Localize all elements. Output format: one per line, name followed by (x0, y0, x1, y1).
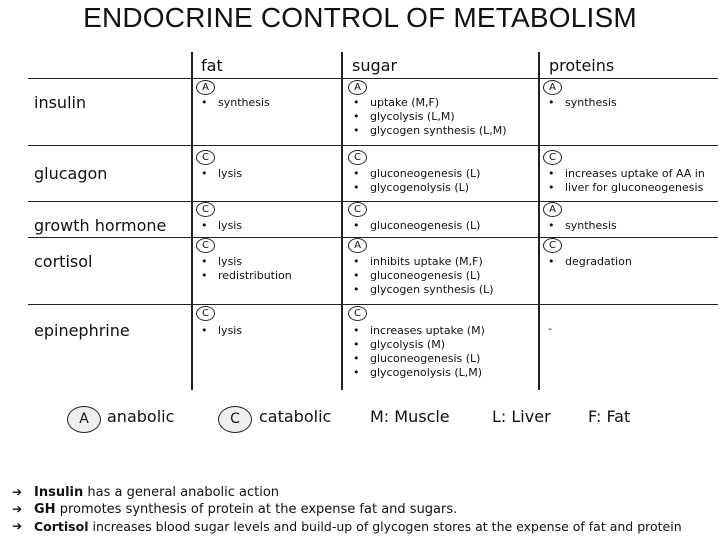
cell-cortisol-fat (196, 255, 292, 283)
column-divider (191, 52, 193, 390)
note-item (12, 518, 682, 535)
list-item: • gluconeogenesis (L) (348, 352, 485, 366)
cell-glucagon-proteins (543, 167, 705, 195)
anabolic-badge: A (543, 80, 562, 95)
list-item: • lysis (196, 255, 292, 269)
list-item: • inhibits uptake (M,F) (348, 255, 494, 269)
row-label-cortisol: cortisol (34, 252, 93, 271)
note-item (12, 501, 682, 518)
list-item: • degradation (543, 255, 632, 269)
cell-insulin-sugar (348, 96, 507, 138)
cell-growth-hormone-proteins (543, 219, 617, 233)
list-item: • lysis (196, 324, 242, 338)
header-divider (28, 78, 718, 79)
page-title: ENDOCRINE CONTROL OF METABOLISM (83, 2, 637, 33)
cell-insulin-fat (196, 96, 270, 110)
row-label-growth-hormone: growth hormone (34, 216, 167, 235)
list-item: • increases uptake (M) (348, 324, 485, 338)
arrow-bullet-icon: ➔ (12, 502, 23, 516)
note-subject: Cortisol (34, 519, 89, 534)
catabolic-badge: C (543, 238, 562, 253)
arrow-bullet-icon: ➔ (12, 485, 23, 499)
column-divider (341, 52, 343, 390)
legend-anabolic-label: anabolic (107, 407, 175, 426)
list-item: • glycogenolysis (L,M) (348, 366, 485, 380)
catabolic-badge: C (196, 150, 215, 165)
list-item: • glycogenolysis (L) (348, 181, 480, 195)
list-item: • uptake (M,F) (348, 96, 507, 110)
note-subject: Insulin (34, 485, 84, 500)
note-item (12, 484, 682, 501)
legend-fat: F: Fat (588, 407, 631, 426)
arrow-bullet-icon: ➔ (12, 519, 23, 533)
cell-growth-hormone-sugar (348, 219, 480, 233)
list-item: • synthesis (543, 219, 617, 233)
anabolic-badge: A (196, 80, 215, 95)
list-item: • gluconeogenesis (L) (348, 219, 480, 233)
list-item: • increases uptake of AA in (543, 167, 705, 181)
catabolic-badge: C (348, 306, 367, 321)
cell-epinephrine-proteins: - (548, 322, 552, 335)
row-divider (28, 145, 718, 146)
row-label-epinephrine: epinephrine (34, 321, 130, 340)
list-item: • glycogen synthesis (L) (348, 283, 494, 297)
catabolic-badge: C (348, 202, 367, 217)
legend-catabolic-badge: C (218, 406, 252, 433)
list-item: • lysis (196, 167, 242, 181)
list-item: • lysis (196, 219, 242, 233)
cell-growth-hormone-fat (196, 219, 242, 233)
cell-cortisol-sugar (348, 255, 494, 297)
legend-muscle: M: Muscle (370, 407, 450, 426)
list-item: • gluconeogenesis (L) (348, 167, 480, 181)
cell-cortisol-proteins (543, 255, 632, 269)
legend-catabolic-label: catabolic (259, 407, 332, 426)
list-item: • glycogen synthesis (L,M) (348, 124, 507, 138)
anabolic-badge: A (348, 238, 367, 253)
row-label-glucagon: glucagon (34, 164, 108, 183)
list-item: • redistribution (196, 269, 292, 283)
anabolic-badge: A (348, 80, 367, 95)
note-text: increases blood sugar levels and build-up of glycogen stores at the expense of fat and protein (88, 519, 682, 534)
cell-epinephrine-sugar (348, 324, 485, 380)
list-item: • glycolysis (L,M) (348, 110, 507, 124)
note-subject: GH (34, 502, 56, 517)
notes-list (12, 484, 682, 535)
legend-liver: L: Liver (492, 407, 551, 426)
column-header-fat: fat (201, 56, 223, 75)
list-item: • glycolysis (M) (348, 338, 485, 352)
cell-glucagon-sugar (348, 167, 480, 195)
row-divider (28, 201, 718, 202)
list-item: • liver for gluconeogenesis (543, 181, 705, 195)
catabolic-badge: C (196, 306, 215, 321)
row-label-insulin: insulin (34, 93, 87, 112)
catabolic-badge: C (196, 238, 215, 253)
list-item: • gluconeogenesis (L) (348, 269, 494, 283)
note-text: has a general anabolic action (83, 485, 280, 500)
column-header-sugar: sugar (352, 56, 398, 75)
row-divider (28, 304, 718, 305)
list-item: • synthesis (196, 96, 270, 110)
cell-epinephrine-fat (196, 324, 242, 338)
note-text: promotes synthesis of protein at the expense fat and sugars. (55, 502, 458, 517)
anabolic-badge: A (543, 202, 562, 217)
column-divider (538, 52, 540, 390)
cell-insulin-proteins (543, 96, 617, 110)
row-divider (28, 237, 718, 238)
catabolic-badge: C (348, 150, 367, 165)
column-header-proteins: proteins (549, 56, 615, 75)
legend-anabolic-badge: A (67, 406, 101, 433)
cell-glucagon-fat (196, 167, 242, 181)
catabolic-badge: C (196, 202, 215, 217)
list-item: • synthesis (543, 96, 617, 110)
catabolic-badge: C (543, 150, 562, 165)
